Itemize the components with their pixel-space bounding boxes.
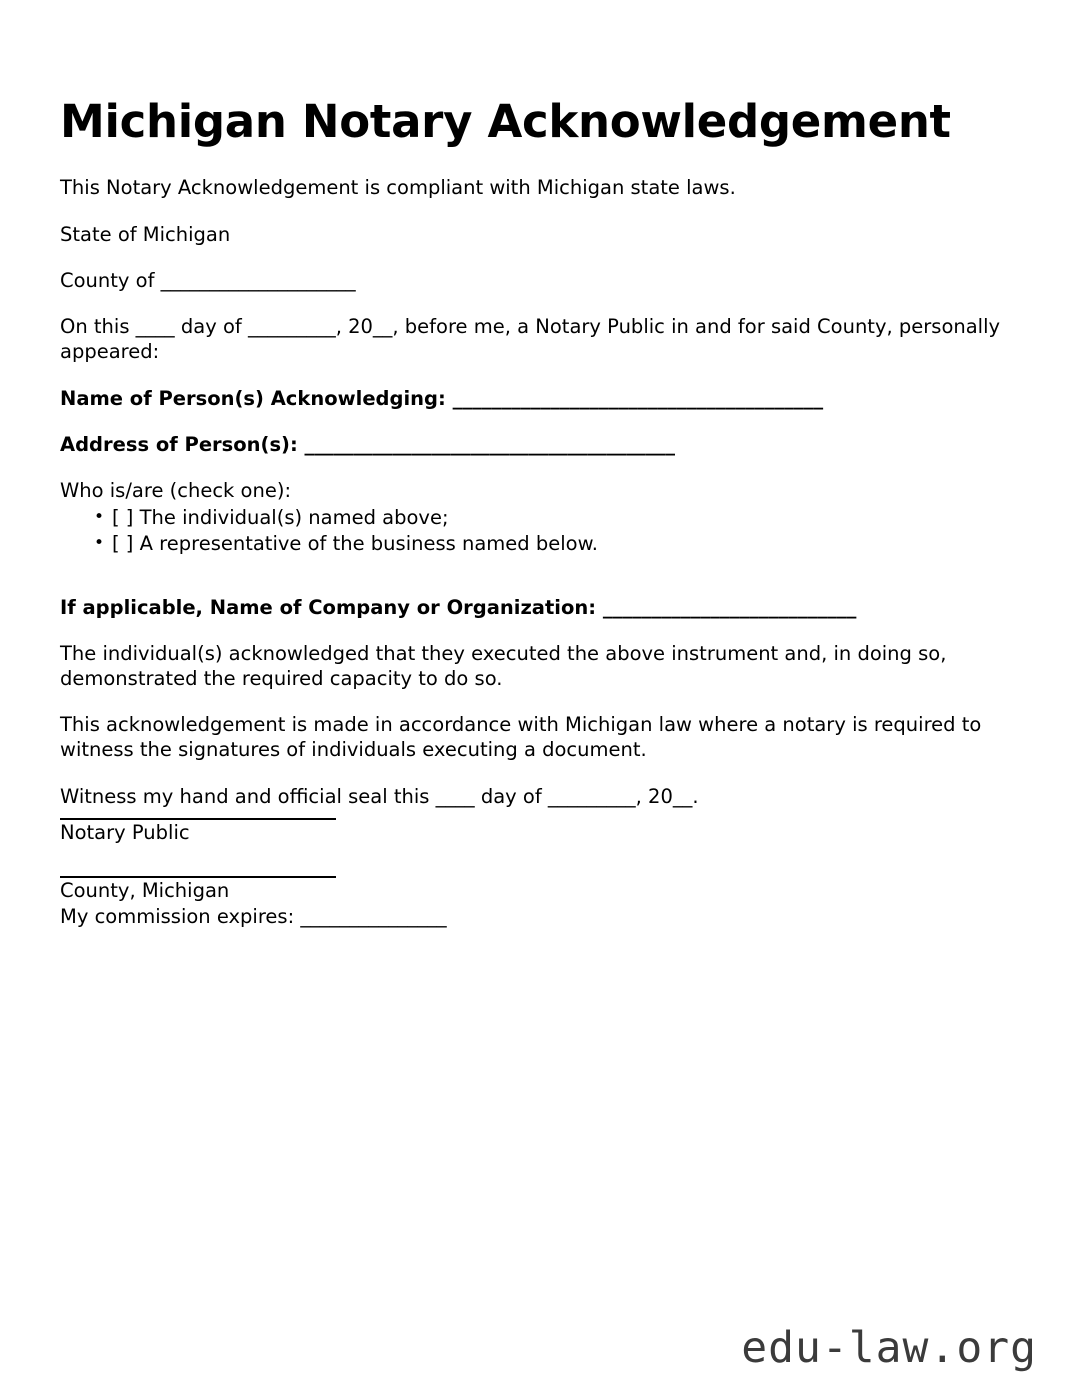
county-line: County of ____________________: [60, 268, 356, 292]
commission-expires-label: My commission expires: _______________: [60, 904, 447, 928]
list-item-individual[interactable]: • [ ] The individual(s) named above;: [60, 505, 598, 531]
witness-seal-line: Witness my hand and official seal this ____ day of _________, 20__.: [60, 784, 699, 808]
notary-public-label: Notary Public: [60, 821, 190, 844]
check-one-prompt: Who is/are (check one):: [60, 478, 292, 502]
name-of-persons-label: Name of Person(s) Acknowledging: ______________________________________: [60, 386, 824, 410]
capacity-paragraph: The individual(s) acknowledged that they executed the above instrument and, in doing so, demonstrated the required capacity to do so.: [60, 641, 947, 690]
address-of-persons-label: Address of Person(s): ______________________________________: [60, 432, 676, 456]
state-line: State of Michigan: [60, 222, 231, 246]
company-or-organization-label: If applicable, Name of Company or Organization: __________________________: [60, 595, 857, 619]
list-item-representative[interactable]: • [ ] A representative of the business named below.: [60, 531, 598, 557]
intro-paragraph: This Notary Acknowledgement is compliant with Michigan state laws.: [60, 175, 736, 199]
page-title: Michigan Notary Acknowledgement: [60, 95, 951, 149]
county-signature-block: [60, 876, 447, 929]
capacity-options-list: [60, 505, 598, 556]
appearance-line: On this ____ day of _________, 20__, before me, a Notary Public in and for said County, personally appeared:: [60, 314, 1001, 363]
michigan-law-paragraph: This acknowledgement is made in accordance with Michigan law where a notary is required to witness the signatures of individuals executing a document.: [60, 712, 982, 761]
site-watermark: edu-law.org: [741, 1323, 1037, 1373]
signature-block: [60, 818, 336, 846]
county-michigan-label: County, Michigan: [60, 879, 230, 902]
